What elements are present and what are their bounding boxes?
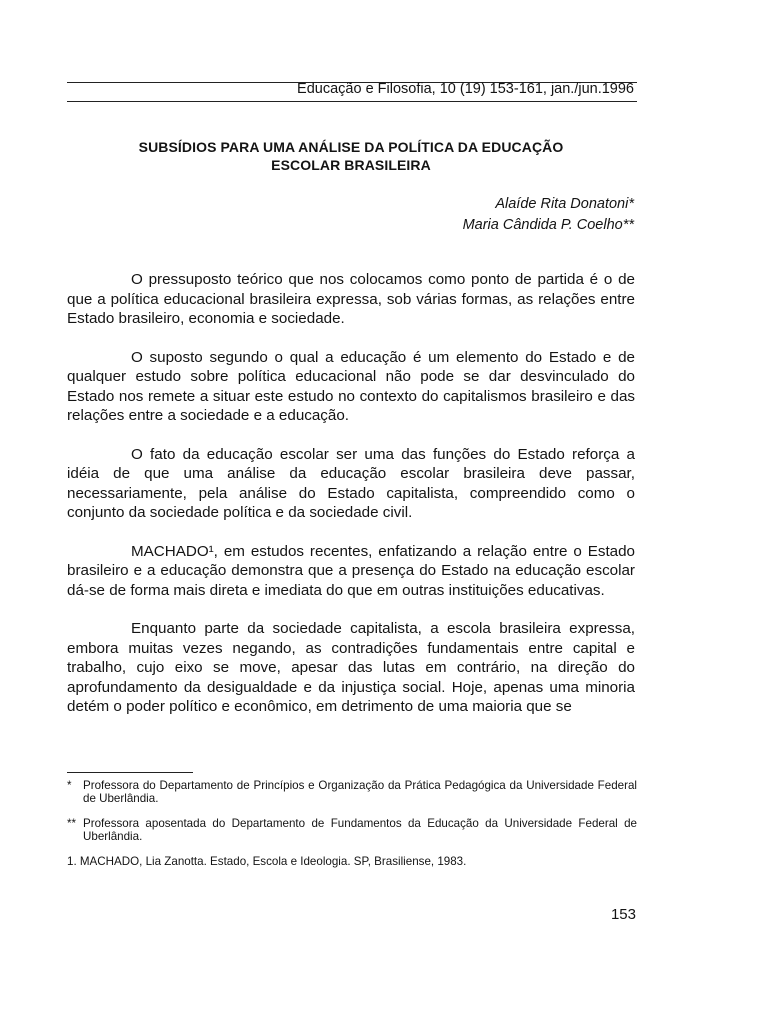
- footnote-text: Professora aposentada do Departamento de Fundamentos da Educação da Universidade Federal de Uberlândia.: [83, 817, 637, 843]
- article-title: [67, 138, 635, 174]
- running-header-citation: Educação e Filosofia, 10 (19) 153-161, jan./jun.1996: [297, 81, 634, 97]
- footnote: [67, 779, 637, 805]
- body-paragraph: Enquanto parte da sociedade capitalista, a escola brasileira expressa, embora muitas vezes negando, as contradições fundamentais entre capital e trabalho, cujo eixo se move, apesar das lutas em contrário, na direção do aprofundamento da desigualdade e da injustiça social. Hoje, apenas uma minoria detém o poder político e econômico, em detrimento de uma maioria que se: [67, 620, 635, 715]
- article-title-line-1: SUBSÍDIOS PARA UMA ANÁLISE DA POLÍTICA DA EDUCAÇÃO: [138, 139, 564, 155]
- author-list: [463, 194, 634, 236]
- footnotes: [67, 779, 637, 880]
- header-rule-bottom: [67, 101, 637, 102]
- body-paragraph: MACHADO¹, em estudos recentes, enfatizando a relação entre o Estado brasileiro e a educação demonstra que a presença do Estado na educação escolar dá-se de forma mais direta e imediata do que em outras instituições educativas.: [67, 542, 635, 599]
- page-number: 153: [610, 906, 636, 923]
- article-body: [67, 270, 635, 717]
- body-paragraph: O pressuposto teórico que nos colocamos como ponto de partida é o de que a política educacional brasileira expressa, sob várias formas, as relações entre Estado brasileiro, economia e sociedade.: [67, 271, 635, 327]
- footnote-text: Professora do Departamento de Princípios e Organização da Prática Pedagógica da Universidade Federal de Uberlândia.: [83, 779, 637, 805]
- footnote-text: 1. MACHADO, Lia Zanotta. Estado, Escola e Ideologia. SP, Brasiliense, 1983.: [67, 855, 467, 868]
- footnote-mark: *: [67, 779, 72, 792]
- footnote: [67, 817, 637, 843]
- footnote-reference: [67, 855, 637, 868]
- footnote-mark: **: [67, 817, 77, 830]
- body-paragraph: O suposto segundo o qual a educação é um elemento do Estado e de qualquer estudo sobre política educacional não pode se dar desvinculado do Estado nos remete a situar este estudo no contexto do capitalismos brasileiro e das relações entre a sociedade e a educação.: [67, 348, 635, 424]
- body-paragraph: O fato da educação escolar ser uma das funções do Estado reforça a idéia de que uma análise da educação escolar brasileira deve passar, necessariamente, pela análise do Estado capitalista, compreendido como o conjunto da sociedade política e da sociedade civil.: [67, 445, 635, 521]
- footnote-separator: [67, 772, 193, 773]
- author-name: Alaíde Rita Donatoni*: [495, 196, 634, 212]
- article-title-line-2: ESCOLAR BRASILEIRA: [271, 157, 431, 173]
- author-name: Maria Cândida P. Coelho**: [462, 217, 634, 233]
